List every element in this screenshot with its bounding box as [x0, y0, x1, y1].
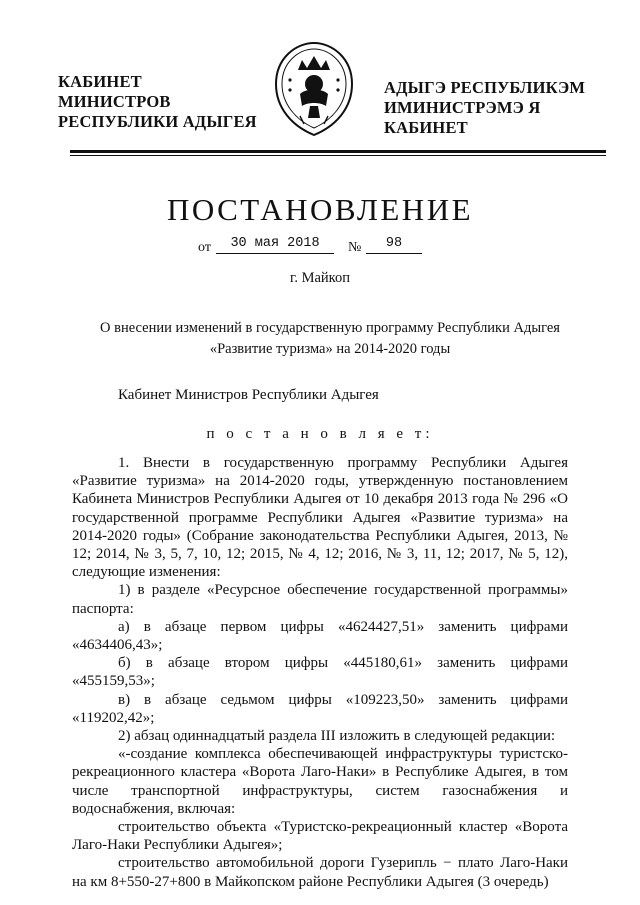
header-rule-thin	[70, 155, 606, 156]
header-left-line2: РЕСПУБЛИКИ АДЫГЕЯ	[58, 112, 257, 131]
subject-line2: «Развитие туризма» на 2014-2020 годы	[209, 341, 451, 357]
document-date: 30 мая 2018	[230, 236, 320, 251]
paragraph: 1) в разделе «Ресурсное обеспечение государственной программы» паспорта:	[72, 582, 568, 617]
header-left-line1: КАБИНЕТ МИНИСТРОВ	[58, 72, 171, 111]
paragraph: строительство объекта «Туристско-рекреационный кластер «Ворота Лаго-Наки Республики Адыгея»;	[72, 819, 568, 854]
document-subject	[60, 318, 600, 360]
document-number: 98	[385, 236, 403, 251]
paragraph: б) в абзаце втором цифры «445180,61» заменить цифрами «455159,53»;	[72, 655, 568, 690]
paragraph: 2) абзац одиннадцатый раздела III изложить в следующей редакции:	[118, 728, 556, 745]
header-rule-thick	[70, 150, 606, 153]
document-body	[72, 454, 568, 891]
date-number-line	[198, 236, 458, 258]
coat-of-arms-emblem	[270, 40, 358, 138]
preamble: Кабинет Министров Республики Адыгея	[118, 387, 379, 403]
document-title: ПОСТАНОВЛЕНИЕ	[166, 192, 474, 227]
header-right-line2: ИМИНИСТРЭМЭ Я КАБИНЕТ	[384, 98, 541, 137]
subject-line1: О внесении изменений в государственную программу Республики Адыгея	[100, 320, 560, 336]
city: г. Майкоп	[290, 270, 350, 286]
paragraph: строительство автомобильной дороги Гузерипль − плато Лаго-Наки на км 8+550-27+800 в Майкопском районе Республики Адыгея (3 очередь)	[72, 855, 568, 890]
date-underline	[216, 253, 334, 254]
header-left	[58, 72, 258, 132]
paragraph: 1. Внести в государственную программу Республики Адыгея «Развитие туризма» на 2014-2020 годы, утвержденную постановлением Кабинета Министров Республики Адыгея от 10 декабря 2013 года № 296 «О государственной программе Республики Адыгея «Развитие туризма» на 2014-2020 годы» (Собрание законодательства Республики Адыгея, 2013, № 12; 2014, № 3, 5, 7, 10, 12; 2015, № 4, 12; 2016, № 3, 11, 12; 2017, № 5, 12), следующие изменения:	[72, 455, 568, 581]
paragraph: а) в абзаце первом цифры «4624427,51» заменить цифрами «4634406,43»;	[72, 618, 568, 654]
paragraph: в) в абзаце седьмом цифры «109223,50» заменить цифрами «119202,42»;	[72, 691, 568, 726]
header-right	[384, 78, 616, 138]
number-underline	[366, 253, 422, 254]
paragraph: «-создание комплекса обеспечивающей инфраструктуры туристско-рекреационного кластера «Ворота Лаго-Наки» в Республике Адыгея, в том числе транспортной инфраструктуры, систем газоснабжения и водоснабжения, включая:	[72, 746, 568, 817]
number-label: №	[348, 240, 362, 255]
decree-word: п о с т а н о в л я е т:	[206, 426, 434, 442]
header-right-line1: АДЫГЭ РЕСПУБЛИКЭМ	[384, 78, 586, 97]
date-from-label: от	[198, 240, 211, 255]
